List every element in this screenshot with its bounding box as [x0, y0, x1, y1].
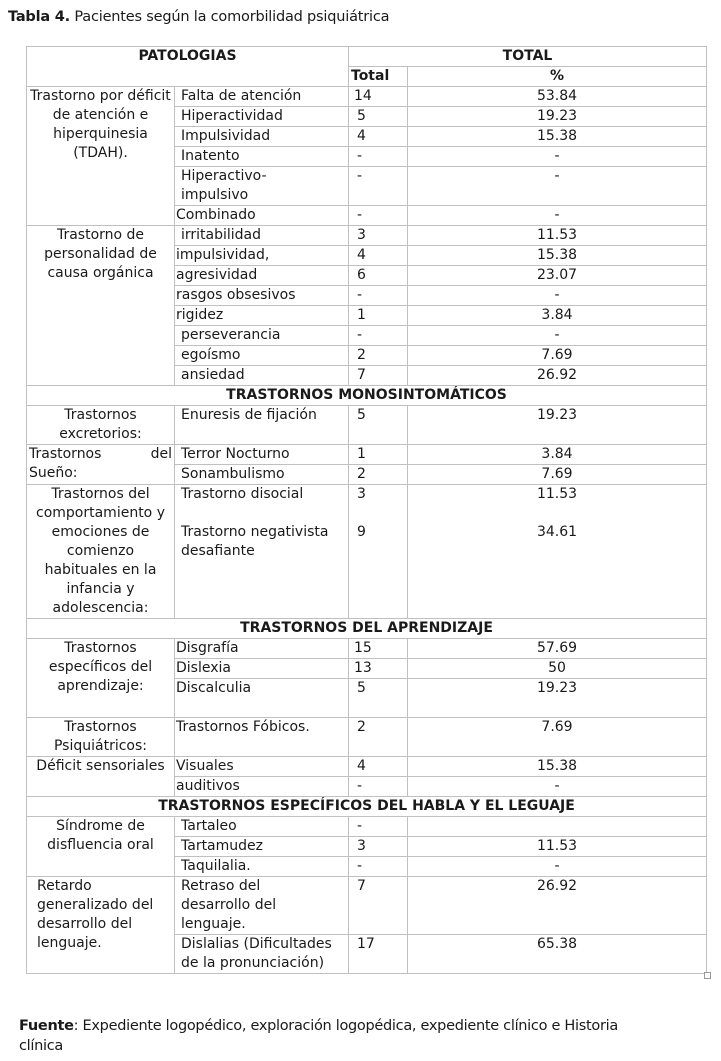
row-total: 5 — [349, 107, 408, 127]
group-psiquiatricos: Trastornos Psiquiátricos: — [27, 718, 175, 757]
section-header-row — [27, 386, 707, 406]
row-label: Dislexia — [175, 659, 349, 679]
row-label: auditivos — [175, 777, 349, 797]
row-percent: 3.84 — [408, 445, 707, 465]
table-row — [27, 817, 707, 837]
header-total-group: TOTAL — [349, 47, 707, 67]
source-note — [19, 1016, 659, 1056]
row-total: - — [349, 167, 408, 206]
row-total: 1 — [349, 306, 408, 326]
row-label: Impulsividad — [175, 127, 349, 147]
row-percent: - — [408, 206, 707, 226]
row-label: agresividad — [175, 266, 349, 286]
row-percent: - — [408, 326, 707, 346]
row-label: Trastorno disocial — [181, 486, 304, 502]
source-label: Fuente — [19, 1018, 74, 1034]
row-percent: 7.69 — [408, 346, 707, 366]
row-label: rasgos obsesivos — [175, 286, 349, 306]
group-sensoriales: Déficit sensoriales — [27, 757, 175, 797]
row-label: egoísmo — [175, 346, 349, 366]
row-label: irritabilidad — [175, 226, 349, 246]
row-total: - — [349, 817, 408, 837]
row-percent: 26.92 — [408, 366, 707, 386]
row-percent: 23.07 — [408, 266, 707, 286]
row-percent: 11.53 — [536, 486, 578, 502]
row-percent: 26.92 — [408, 877, 707, 935]
row-total: - — [349, 857, 408, 877]
row-total: 4 — [349, 246, 408, 266]
table-row — [27, 757, 707, 777]
row-total: - — [349, 286, 408, 306]
row-label: Trastornos Fóbicos. — [175, 718, 349, 757]
group-retardo: Retardo generalizado del desarrollo del lenguaje. — [27, 877, 175, 974]
row-percent: 57.69 — [408, 639, 707, 659]
table-caption — [8, 9, 389, 25]
row-total: 15 — [349, 639, 408, 659]
row-total: 9 — [357, 524, 366, 540]
row-percent: 15.38 — [408, 127, 707, 147]
row-total: 3 — [349, 226, 408, 246]
row-total: 7 — [349, 366, 408, 386]
row-label: Tartamudez — [175, 837, 349, 857]
row-percent: - — [408, 777, 707, 797]
section-title-monosintomaticos: TRASTORNOS MONOSINTOMÁTICOS — [27, 386, 707, 406]
row-percent: 11.53 — [408, 837, 707, 857]
header-total: Total — [349, 67, 408, 87]
row-percent: - — [408, 167, 707, 206]
row-percent: 3.84 — [408, 306, 707, 326]
row-total: 2 — [349, 346, 408, 366]
row-total: 2 — [349, 718, 408, 757]
row-total: 5 — [349, 679, 408, 718]
row-label: Taquilalia. — [175, 857, 349, 877]
row-total: - — [349, 777, 408, 797]
row-label: Retraso del desarrollo del lenguaje. — [175, 877, 349, 935]
header-pathologies: PATOLOGIAS — [27, 47, 349, 87]
row-label: ansiedad — [175, 366, 349, 386]
row-percent: 65.38 — [408, 935, 707, 974]
table-row — [27, 877, 707, 935]
row-percent-stack — [408, 485, 707, 619]
row-total: 1 — [349, 445, 408, 465]
row-percent: 15.38 — [408, 757, 707, 777]
row-label: Combinado — [175, 206, 349, 226]
group-sueno: Trastornos del Sueño: — [27, 445, 175, 485]
row-total: - — [349, 206, 408, 226]
source-text: : Expediente logopédico, exploración logopédica, expediente clínico e Historia clínica — [19, 1018, 618, 1054]
table-row — [27, 406, 707, 445]
group-comportamiento: Trastornos del comportamiento y emociones de comienzo habituales en la infancia y adolescencia: — [27, 485, 175, 619]
row-total: 4 — [349, 757, 408, 777]
row-label: Disgrafía — [175, 639, 349, 659]
row-total: 6 — [349, 266, 408, 286]
row-label: Enuresis de fijación — [175, 406, 349, 445]
group-excretorios: Trastornos excretorios: — [27, 406, 175, 445]
row-total: - — [349, 326, 408, 346]
row-percent — [408, 817, 707, 837]
row-total: 17 — [349, 935, 408, 974]
table-resize-handle[interactable] — [704, 972, 711, 979]
row-percent: 19.23 — [408, 406, 707, 445]
row-percent: - — [408, 147, 707, 167]
row-percent: 15.38 — [408, 246, 707, 266]
table-row — [27, 87, 707, 107]
row-label: Dislalias (Dificultades de la pronunciación) — [175, 935, 349, 974]
row-total: - — [349, 147, 408, 167]
row-label: Tartaleo — [175, 817, 349, 837]
caption-label: Tabla 4. — [8, 9, 70, 25]
row-label: Visuales — [175, 757, 349, 777]
section-header-row — [27, 619, 707, 639]
row-total: 2 — [349, 465, 408, 485]
section-header-row — [27, 797, 707, 817]
table-row — [27, 226, 707, 246]
row-percent: - — [408, 286, 707, 306]
table-row — [27, 445, 707, 465]
row-percent: - — [408, 857, 707, 877]
comorbidity-table — [26, 46, 707, 974]
row-percent: 11.53 — [408, 226, 707, 246]
row-total: 4 — [349, 127, 408, 147]
table-row — [27, 639, 707, 659]
group-personalidad: Trastorno de personalidad de causa orgánica — [27, 226, 175, 386]
group-tdah: Trastorno por déficit de atención e hiperquinesia (TDAH). — [27, 87, 175, 226]
row-label: Discalculia — [175, 679, 349, 718]
row-label: Inatento — [175, 147, 349, 167]
group-disfluencia: Síndrome de disfluencia oral — [27, 817, 175, 877]
row-total: 14 — [349, 87, 408, 107]
row-total: 3 — [349, 837, 408, 857]
row-total: 7 — [349, 877, 408, 935]
row-percent: 53.84 — [408, 87, 707, 107]
row-percent: 7.69 — [408, 465, 707, 485]
section-title-aprendizaje: TRASTORNOS DEL APRENDIZAJE — [27, 619, 707, 639]
row-label: Sonambulismo — [175, 465, 349, 485]
row-label: Falta de atención — [175, 87, 349, 107]
row-percent: 19.23 — [408, 107, 707, 127]
row-percent: 7.69 — [408, 718, 707, 757]
row-label: Hiperactividad — [175, 107, 349, 127]
section-title-habla: TRASTORNOS ESPECÍFICOS DEL HABLA Y EL LEGUAJE — [27, 797, 707, 817]
table-row — [27, 718, 707, 757]
row-label: perseverancia — [175, 326, 349, 346]
row-label: Hiperactivo-impulsivo — [175, 167, 349, 206]
row-total: 5 — [349, 406, 408, 445]
group-especificos: Trastornos específicos del aprendizaje: — [27, 639, 175, 718]
table-row — [27, 485, 707, 619]
row-label-stack — [175, 485, 349, 619]
caption-text: Pacientes según la comorbilidad psiquiátrica — [70, 9, 390, 25]
row-total: 3 — [357, 486, 366, 502]
row-label: impulsividad, — [175, 246, 349, 266]
row-percent: 50 — [408, 659, 707, 679]
row-total-stack — [349, 485, 408, 619]
row-label: rigidez — [175, 306, 349, 326]
header-percent: % — [408, 67, 707, 87]
row-label: Terror Nocturno — [175, 445, 349, 465]
row-label: Trastorno negativista desafiante — [181, 524, 329, 559]
row-percent: 34.61 — [536, 524, 578, 540]
header-row — [27, 47, 707, 67]
row-total: 13 — [349, 659, 408, 679]
row-percent: 19.23 — [408, 679, 707, 718]
